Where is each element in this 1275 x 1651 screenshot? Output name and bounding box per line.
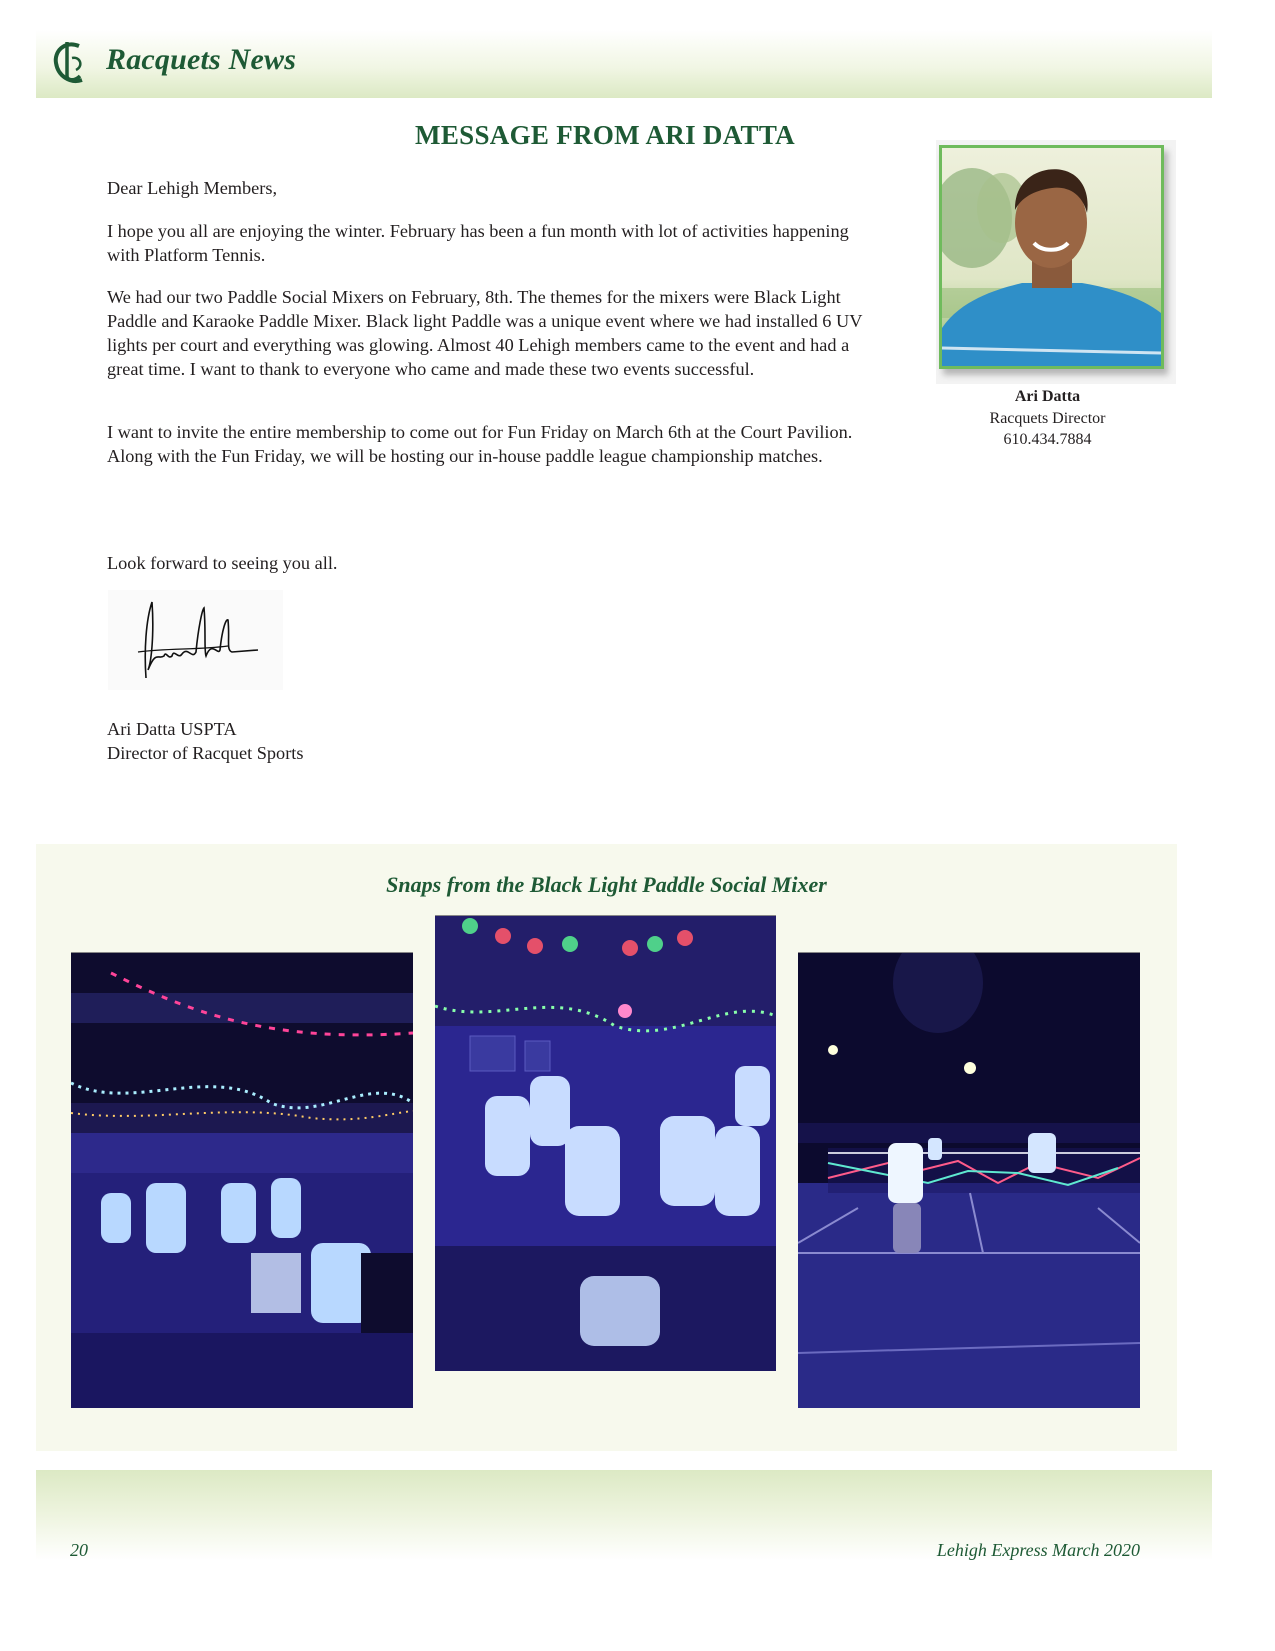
signoff-title: Director of Racquet Sports — [107, 743, 304, 763]
club-logo-icon — [52, 36, 90, 88]
gallery-photo-3 — [798, 952, 1140, 1408]
gallery-photo-2 — [435, 915, 776, 1371]
signature-image — [108, 590, 283, 690]
profile-photo — [936, 140, 1176, 384]
paragraph-2: We had our two Paddle Social Mixers on February, 8th. The themes for the mixers were Black Light Paddle and Karaoke Paddle Mixer. Black light Paddle was a unique event where we had installed 6 UV lights per court and everything was glowing. Almost 40 Lehigh members came to the event and had a great time. I want to thank to everyone who came and made these two events successful. — [107, 287, 863, 379]
gallery-photo-1 — [71, 952, 413, 1408]
article-title: MESSAGE FROM ARI DATTA — [415, 120, 795, 150]
closing-line: Look forward to seeing you all. — [107, 553, 338, 573]
signoff — [107, 717, 867, 765]
salutation: Dear Lehigh Members, — [107, 178, 278, 198]
paragraph-3: I want to invite the entire membership to come out for Fun Friday on March 6th at the Court Pavilion. Along with the Fun Friday, we will be hosting our in-house paddle league championship matches. — [107, 422, 853, 466]
publication-name: Lehigh Express March 2020 — [936, 1540, 1140, 1560]
page-number: 20 — [70, 1540, 88, 1560]
profile-role: Racquets Director — [989, 410, 1106, 427]
photo-gallery — [36, 844, 1177, 1451]
profile-phone[interactable]: 610.434.7884 — [1003, 431, 1092, 448]
section-title: Racquets News — [106, 43, 297, 76]
signoff-name: Ari Datta USPTA — [107, 719, 237, 739]
paragraph-1: I hope you all are enjoying the winter. February has been a fun month with lot of activities happening with Platform Tennis. — [107, 221, 849, 265]
gallery-title: Snaps from the Black Light Paddle Social Mixer — [386, 872, 827, 897]
profile-name: Ari Datta — [1014, 388, 1081, 405]
